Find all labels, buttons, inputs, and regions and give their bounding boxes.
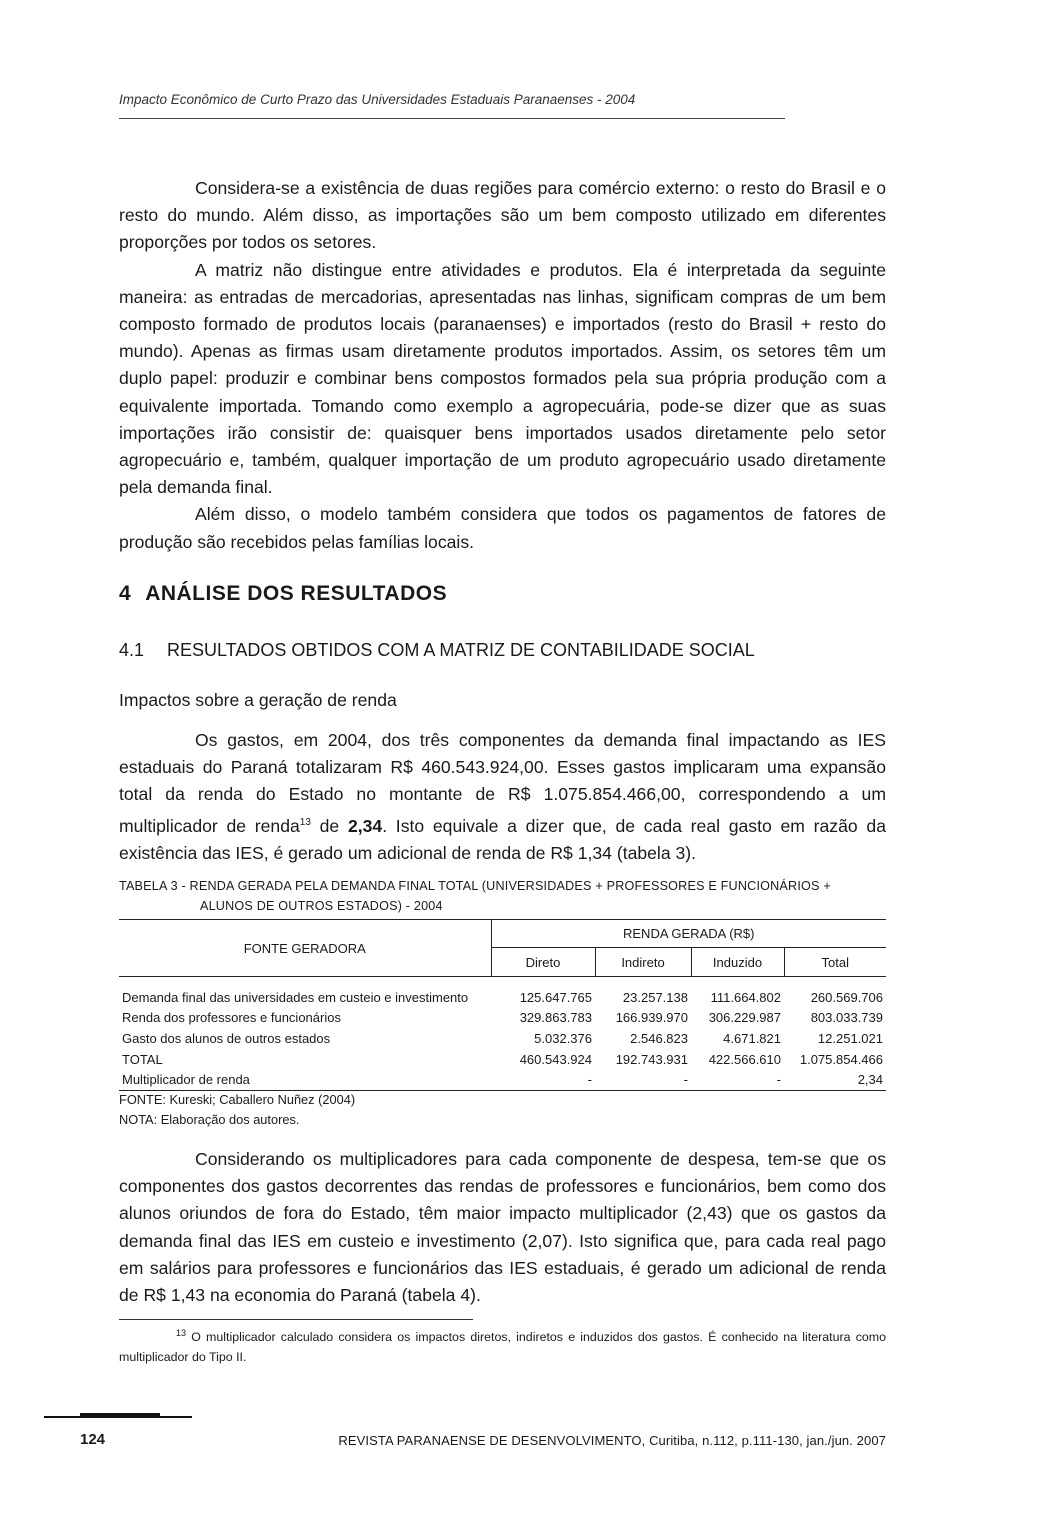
footnote-text: O multiplicador calculado considera os impactos diretos, indiretos e induzidos dos gastos. É conhecido na literatura como multiplicador do Tipo II. — [119, 1330, 886, 1365]
section-number: 4 — [119, 582, 132, 605]
cell: 803.033.739 — [810, 1010, 883, 1026]
caption-line: TABELA 3 - RENDA GERADA PELA DEMANDA FINAL TOTAL (UNIVERSIDADES + PROFESSORES E FUNCIONÁRIOS + — [119, 879, 831, 893]
cell: 5.032.376 — [534, 1030, 592, 1046]
caption-line: ALUNOS DE OUTROS ESTADOS) - 2004 — [200, 899, 443, 913]
folio-rule — [44, 1416, 192, 1418]
cell: 166.939.970 — [615, 1010, 688, 1026]
header-source: FONTE GERADORA — [119, 920, 491, 977]
paragraph-text: Os gastos, em 2004, dos três componentes da demanda final impactando as IES estaduais do Paraná totalizaram R$ 460.543.924,00. Esses gastos implicaram uma expansão total da renda do Estado no montante de R$ 1.075.854.466,00, correspondendo a um multiplicador de renda — [119, 730, 886, 836]
table-row — [119, 1008, 886, 1029]
cell: 2.546.823 — [630, 1030, 688, 1046]
row-label: Renda dos professores e funcionários — [122, 1010, 341, 1026]
table-row — [119, 1069, 886, 1090]
paragraph: Considerando os multiplicadores para cada componente de despesa, tem-se que os componentes dos gastos decorrentes das rendas de professores e funcionários, bem como dos alunos oriundos de fora do Estado, têm maior impacto multiplicador (2,43) que os gastos da demanda final das IES em custeio e investimento (2,07). Isto significa que, para cada real pago em salários para professores e funcionários das IES estaduais, é gerado um adicional de renda de R$ 1,43 na economia do Paraná (tabela 4). — [119, 1149, 886, 1306]
cell: 111.664.802 — [710, 989, 781, 1005]
paragraph-text: de — [310, 815, 348, 836]
paragraph: Considera-se a existência de duas regiões para comércio externo: o resto do Brasil e o resto do mundo. Além disso, as importações são um bem composto utilizado em diferentes proporções por todos os setores. — [119, 178, 886, 253]
cell: 306.229.987 — [708, 1010, 781, 1026]
cell: - — [595, 1069, 691, 1090]
paragraph-text: . Isto equivale a dizer que, de cada real gasto em razão da existência das IES, é gerado um adicional de renda de R$ 1,34 (tabela 3). — [119, 815, 886, 863]
column-header: Total — [784, 948, 886, 977]
table-row — [119, 1028, 886, 1049]
cell: - — [491, 1069, 595, 1090]
footnote — [119, 1323, 886, 1367]
section-heading — [119, 582, 461, 606]
cell: - — [691, 1069, 784, 1090]
column-header: Indireto — [595, 948, 691, 977]
column-header: Induzido — [691, 948, 784, 977]
running-header: Impacto Econômico de Curto Prazo das Universidades Estaduais Paranaenses - 2004 — [119, 92, 636, 107]
cell: 192.743.931 — [615, 1051, 688, 1067]
section-title: ANÁLISE DOS RESULTADOS — [145, 582, 448, 605]
table-nota: NOTA: Elaboração dos autores. — [119, 1112, 300, 1127]
table-notes — [119, 1090, 355, 1130]
cell: 422.566.610 — [708, 1051, 781, 1067]
table-row — [119, 1049, 886, 1070]
cell: 12.251.021 — [817, 1030, 883, 1046]
cell: 4.671.821 — [723, 1030, 781, 1046]
intro-text — [119, 175, 886, 556]
paragraph: A matriz não distingue entre atividades e produtos. Ela é interpretada da seguinte maneira: as entradas de mercadorias, apresentadas nas linhas, significam compras de um bem composto formado de produtos locais (paranaenses) e importados (resto do Brasil + resto do mundo). Apenas as firmas usam diretamente produtos importados. Assim, os setores têm um duplo papel: produzir e combinar bens compostos formados pela sua própria produção com a equivalente importada. Tomando como exemplo a agropecuária, pode-se dizer que as suas importações irão consistir de: quaisquer bens importados usados diretamente pelo setor agropecuário e, também, qualquer importação de um produto agropecuário usado diretamente pela demanda final. — [119, 259, 886, 498]
page-number: 124 — [80, 1431, 106, 1448]
multiplier-value: 2,34 — [347, 815, 383, 836]
subsection-number: 4.1 — [119, 640, 145, 660]
cell: 460.543.924 — [519, 1051, 592, 1067]
results-text — [119, 727, 886, 867]
journal-citation: REVISTA PARANAENSE DE DESENVOLVIMENTO, Curitiba, n.112, p.111-130, jan./jun. 2007 — [338, 1433, 886, 1448]
data-table — [119, 919, 886, 1091]
folio-rule-accent — [80, 1413, 160, 1416]
cell: 1.075.854.466 — [799, 1051, 883, 1067]
cell: 125.647.765 — [519, 989, 592, 1005]
footnote-marker: 13 — [176, 1328, 187, 1338]
table-row — [119, 987, 886, 1008]
cell: 23.257.138 — [622, 989, 688, 1005]
table-source: FONTE: Kureski; Caballero Nuñez (2004) — [119, 1092, 356, 1107]
closing-text — [119, 1146, 886, 1309]
paragraph — [119, 727, 886, 867]
subsubsection-heading: Impactos sobre a geração de renda — [119, 690, 397, 710]
header-rule — [119, 118, 785, 119]
row-label: Multiplicador de renda — [119, 1069, 491, 1090]
row-label: TOTAL — [122, 1051, 163, 1067]
cell: 329.863.783 — [519, 1010, 592, 1026]
table-caption — [119, 876, 886, 916]
footnote-rule — [119, 1319, 473, 1320]
paragraph: Além disso, o modelo também considera que todos os pagamentos de fatores de produção são recebidos pelas famílias locais. — [119, 504, 886, 552]
subsection-title: RESULTADOS OBTIDOS COM A MATRIZ DE CONTABILIDADE SOCIAL — [167, 640, 755, 660]
row-label: Gasto dos alunos de outros estados — [122, 1030, 331, 1046]
column-header: Direto — [491, 948, 595, 977]
header-group: RENDA GERADA (R$) — [491, 920, 886, 948]
footnote-ref: 13 — [299, 816, 311, 828]
subsection-heading — [119, 640, 755, 661]
cell: 260.569.706 — [810, 989, 883, 1005]
row-label: Demanda final das universidades em custeio e investimento — [122, 989, 469, 1005]
cell: 2,34 — [784, 1069, 886, 1090]
